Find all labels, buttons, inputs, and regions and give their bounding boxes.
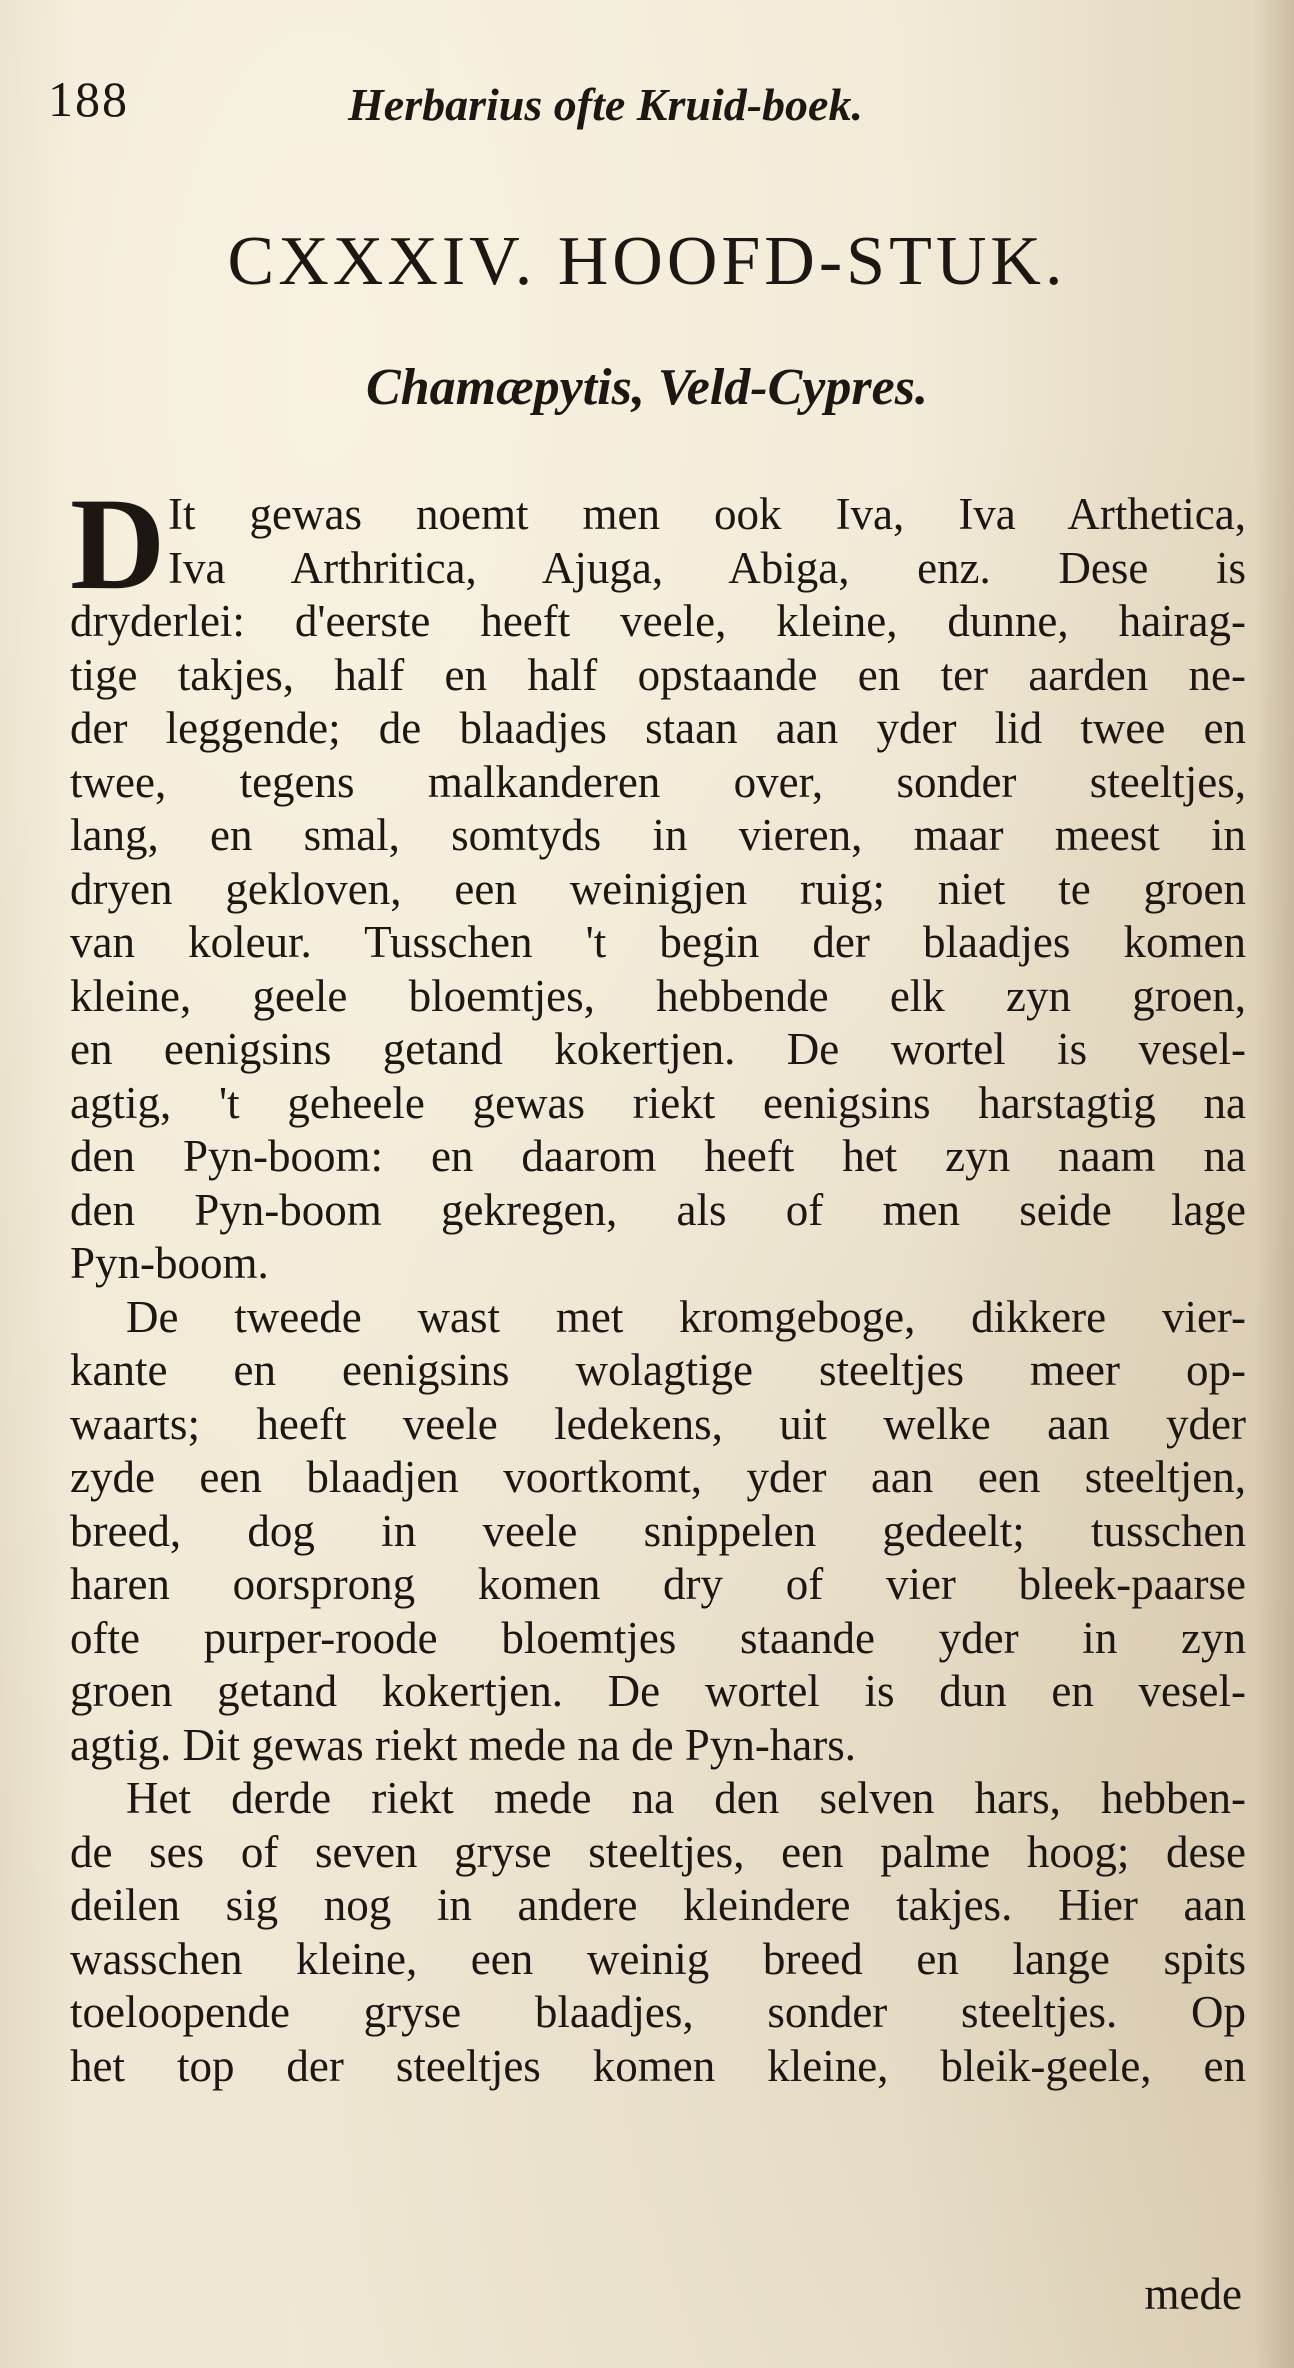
catchword: mede	[1144, 2269, 1242, 2319]
text-line: Iva Arthritica, Ajuga, Abiga, enz. Dese is	[168, 542, 1246, 593]
text-line: den Pyn-boom gekregen, als of men seide lage	[70, 1184, 1246, 1235]
running-title: Herbarius ofte Kruid-boek.	[348, 79, 863, 130]
text-line: toeloopende gryse blaadjes, sonder steeltjes. Op	[70, 1987, 1246, 2037]
text-line: breed, dog in veele snippelen gedeelt; tusschen	[70, 1505, 1246, 1556]
text-line: dryen gekloven, een weinigjen ruig; niet te groen	[70, 863, 1246, 914]
running-head	[48, 70, 1228, 140]
text-line: tige takjes, half en half opstaande en ter aarden ne-	[70, 649, 1246, 700]
text-line: Pyn-boom.	[70, 1238, 269, 1288]
text-line: ofte purper-roode bloemtjes staande yder in zyn	[70, 1612, 1246, 1663]
text-line: agtig. Dit gewas riekt mede na de Pyn-hars.	[70, 1719, 857, 1770]
text-line: van koleur. Tusschen 't begin der blaadjes komen	[70, 917, 1246, 967]
text-line: groen getand kokertjen. De wortel is dun en vesel-	[70, 1666, 1246, 1716]
text-line: It gewas noemt men ook Iva, Iva Arthetica,	[168, 489, 1246, 539]
text-line: den Pyn-boom: en daarom heeft het zyn naam na	[70, 1131, 1246, 1181]
text-line: waarts; heeft veele ledekens, uit welke aan yder	[70, 1398, 1246, 1449]
text-line: het top der steeltjes komen kleine, bleik-geele, en	[70, 2040, 1246, 2091]
chapter-subtitle: Chamæpytis, Veld-Cypres.	[366, 359, 928, 416]
text-line: zyde een blaadjen voortkomt, yder aan een steeltjen,	[70, 1452, 1246, 1502]
text-line: haren oorsprong komen dry of vier bleek-paarse	[70, 1559, 1246, 1609]
text-line: deilen sig nog in andere kleindere takjes. Hier aan	[70, 1880, 1246, 1930]
text-line: dryderlei: d'eerste heeft veele, kleine, dunne, hairag-	[70, 596, 1246, 646]
text-line: der leggende; de blaadjes staan aan yder lid twee en	[70, 703, 1246, 753]
text-line: agtig, 't geheele gewas riekt eenigsins harstagtig na	[70, 1077, 1246, 1128]
body-text	[70, 470, 1246, 2093]
text-line: De tweede wast met kromgeboge, dikkere vier-	[126, 1291, 1246, 1342]
page-number: 188	[48, 71, 129, 127]
text-line: kleine, geele bloemtjes, hebbende elk zyn groen,	[70, 970, 1246, 1021]
text-line: en eenigsins getand kokertjen. De wortel is vesel-	[70, 1024, 1246, 1074]
text-line: wasschen kleine, een weinig breed en lange spits	[70, 1933, 1246, 1984]
chapter-title: CXXXIV. HOOFD-STUK.	[227, 223, 1067, 300]
text-line: kante en eenigsins wolagtige steeltjes meer op-	[70, 1345, 1246, 1395]
drop-cap: D	[70, 470, 166, 617]
text-line: de ses of seven gryse steeltjes, een palme hoog; dese	[70, 1826, 1246, 1877]
text-line: lang, en smal, somtyds in vieren, maar meest in	[70, 810, 1246, 860]
text-line: Het derde riekt mede na den selven hars, hebben-	[126, 1773, 1246, 1823]
text-line: twee, tegens malkanderen over, sonder steeltjes,	[70, 756, 1246, 807]
